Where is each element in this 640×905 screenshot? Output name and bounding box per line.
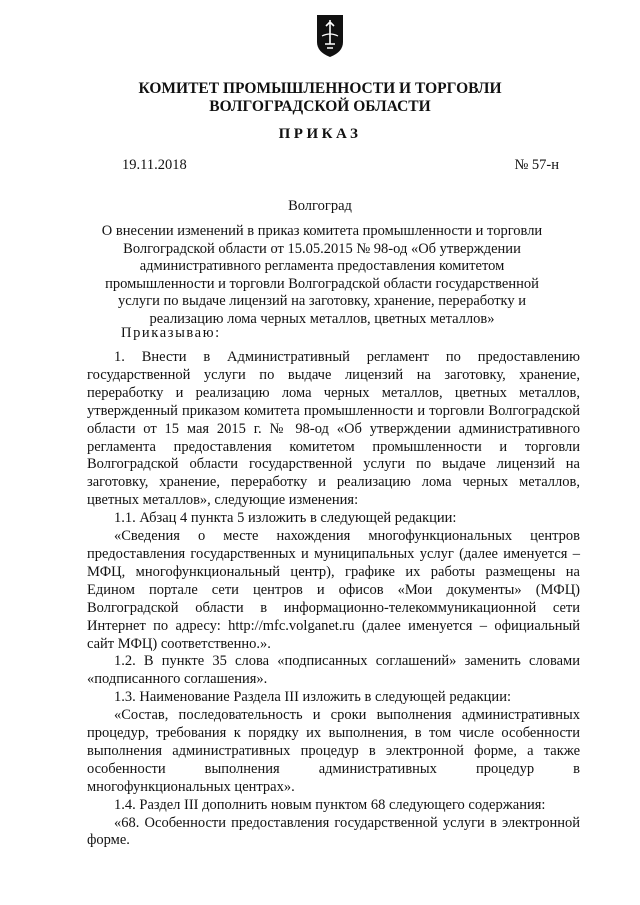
paragraph-1-2: 1.2. В пункте 35 слова «подписанных соглашений» заменить словами «подписанного соглашения». (87, 653, 580, 688)
document-date: 19.11.2018 (122, 157, 187, 173)
document-number: № 57-н (514, 157, 559, 173)
paragraph-1-4: 1.4. Раздел III дополнить новым пунктом 68 следующего содержания: (114, 796, 546, 813)
document-city: Волгоград (288, 198, 352, 214)
paragraph-1: 1. Внести в Административный регламент по предоставлению государственной услуги по выдаче лицензий на заготовку, хранение, переработку и реализацию лома черных металлов, цветных металлов, утвержденный приказом комитета промышленности и торговли Волгоградской области от 15 мая 2015 г. № 98-од «Об утверждении административного регламента предоставления комитетом промышленности и торговли Волгоградской области государственной услуги по выдаче лицензий на заготовку, хранение, переработку и реализацию лома черных металлов, цветных металлов», следующие изменения: (87, 349, 580, 509)
volgograd-coat-of-arms-icon (316, 14, 344, 58)
paragraph-68: «68. Особенности предоставления государственной услуги в электронной форме. (87, 814, 580, 849)
document-body (87, 349, 580, 850)
organization-name-line1: КОМИТЕТ ПРОМЫШЛЕННОСТИ И ТОРГОВЛИ (138, 80, 502, 97)
document-subject: О внесении изменений в приказ комитета промышленности и торговли Волгоградской области от 15.05.2015 № 98-од «Об утверждении административного регламента предоставления комитетом промышленности и торговли Волгоградской области государственной услуги по выдаче лицензий на заготовку, хранение, переработку и реализацию лома черных металлов, цветных металлов» (101, 223, 543, 327)
organization-name-line2: ВОЛГОГРАДСКОЙ ОБЛАСТИ (209, 98, 431, 115)
paragraph-1-3-text: «Состав, последовательность и сроки выполнения административных процедур, требования к порядку их выполнения, в том числе особенности выполнения административных процедур в электронной форме, а также особенности выполнения административных процедур в многофункциональных центрах». (87, 707, 580, 795)
paragraph-1-1-text: «Сведения о месте нахождения многофункциональных центров предоставления государственных и муниципальных услуг (далее именуется – МФЦ, многофункциональный центр), графике их работы размещены на Едином портале сети центров и офисов «Мои документы» (МФЦ) Волгоградской области в информационно-телекоммуникационной сети Интернет по адресу: http://mfc.volganet.ru (далее именуется – официальный сайт МФЦ) соответственно.». (87, 528, 580, 652)
orders-heading: Приказываю: (121, 325, 221, 341)
paragraph-1-3: 1.3. Наименование Раздела III изложить в следующей редакции: (114, 689, 511, 706)
paragraph-1-1: 1.1. Абзац 4 пункта 5 изложить в следующей редакции: (114, 510, 457, 527)
document-type-title: ПРИКАЗ (278, 126, 362, 142)
